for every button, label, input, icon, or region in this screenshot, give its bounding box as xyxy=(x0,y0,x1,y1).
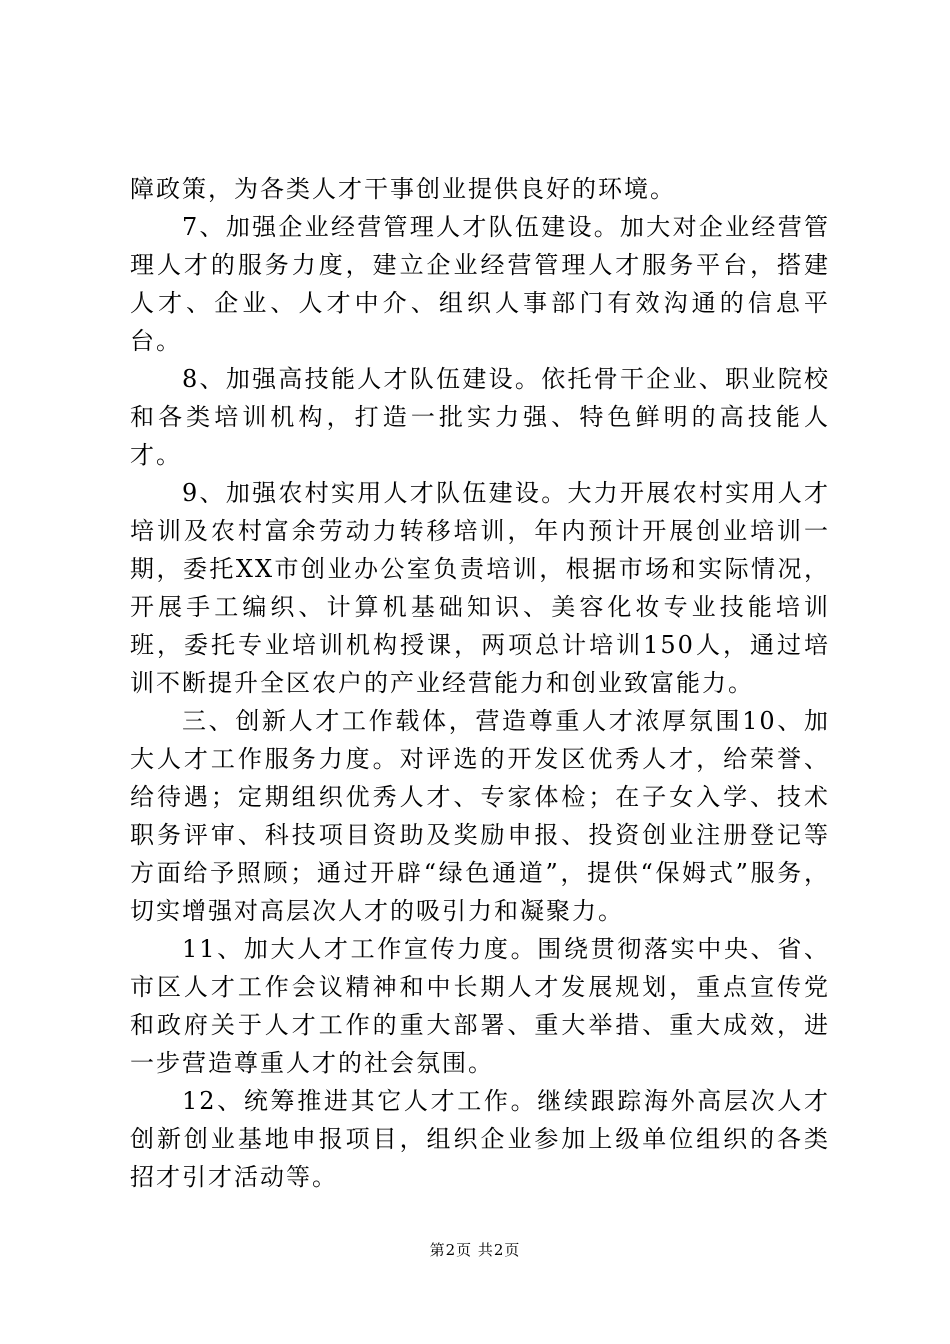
paragraph-item-9: 9、加强农村实用人才队伍建设。大力开展农村实用人才培训及农村富余劳动力转移培训，年内预计开展创业培训一期，委托XX市创业办公室负责培训，根据市场和实际情况，开展手工编织、计算机基础知识、美容化妆专业技能培训班，委托专业培训机构授课，两项总计培训150人，通过培训不断提升全区农户的产业经营能力和创业致富能力。 xyxy=(130,479,830,697)
document-body xyxy=(130,170,830,1196)
paragraph-continuation: 障政策，为各类人才干事创业提供良好的环境。 xyxy=(130,175,676,203)
paragraph-item-12: 12、统筹推进其它人才工作。继续跟踪海外高层次人才创新创业基地申报项目，组织企业参加上级单位组织的各类招才引才活动等。 xyxy=(130,1087,830,1191)
page-footer: 第2页 共2页 xyxy=(429,1241,521,1259)
paragraph-section-3: 三、创新人才工作载体，营造尊重人才浓厚氛围10、加大人才工作服务力度。对评选的开发区优秀人才，给荣誉、给待遇；定期组织优秀人才、专家体检；在子女入学、技术职务评审、科技项目资助及奖励申报、投资创业注册登记等方面给予照顾；通过开辟“绿色通道”，提供“保姆式”服务，切实增强对高层次人才的吸引力和凝聚力。 xyxy=(130,707,830,925)
paragraph-item-8: 8、加强高技能人才队伍建设。依托骨干企业、职业院校和各类培训机构，打造一批实力强、特色鲜明的高技能人才。 xyxy=(130,365,830,469)
paragraph-item-11: 11、加大人才工作宣传力度。围绕贯彻落实中央、省、市区人才工作会议精神和中长期人才发展规划，重点宣传党和政府关于人才工作的重大部署、重大举措、重大成效，进一步营造尊重人才的社会氛围。 xyxy=(130,935,830,1077)
paragraph-item-7: 7、加强企业经营管理人才队伍建设。加大对企业经营管理人才的服务力度，建立企业经营管理人才服务平台，搭建人才、企业、人才中介、组织人事部门有效沟通的信息平台。 xyxy=(130,213,830,355)
